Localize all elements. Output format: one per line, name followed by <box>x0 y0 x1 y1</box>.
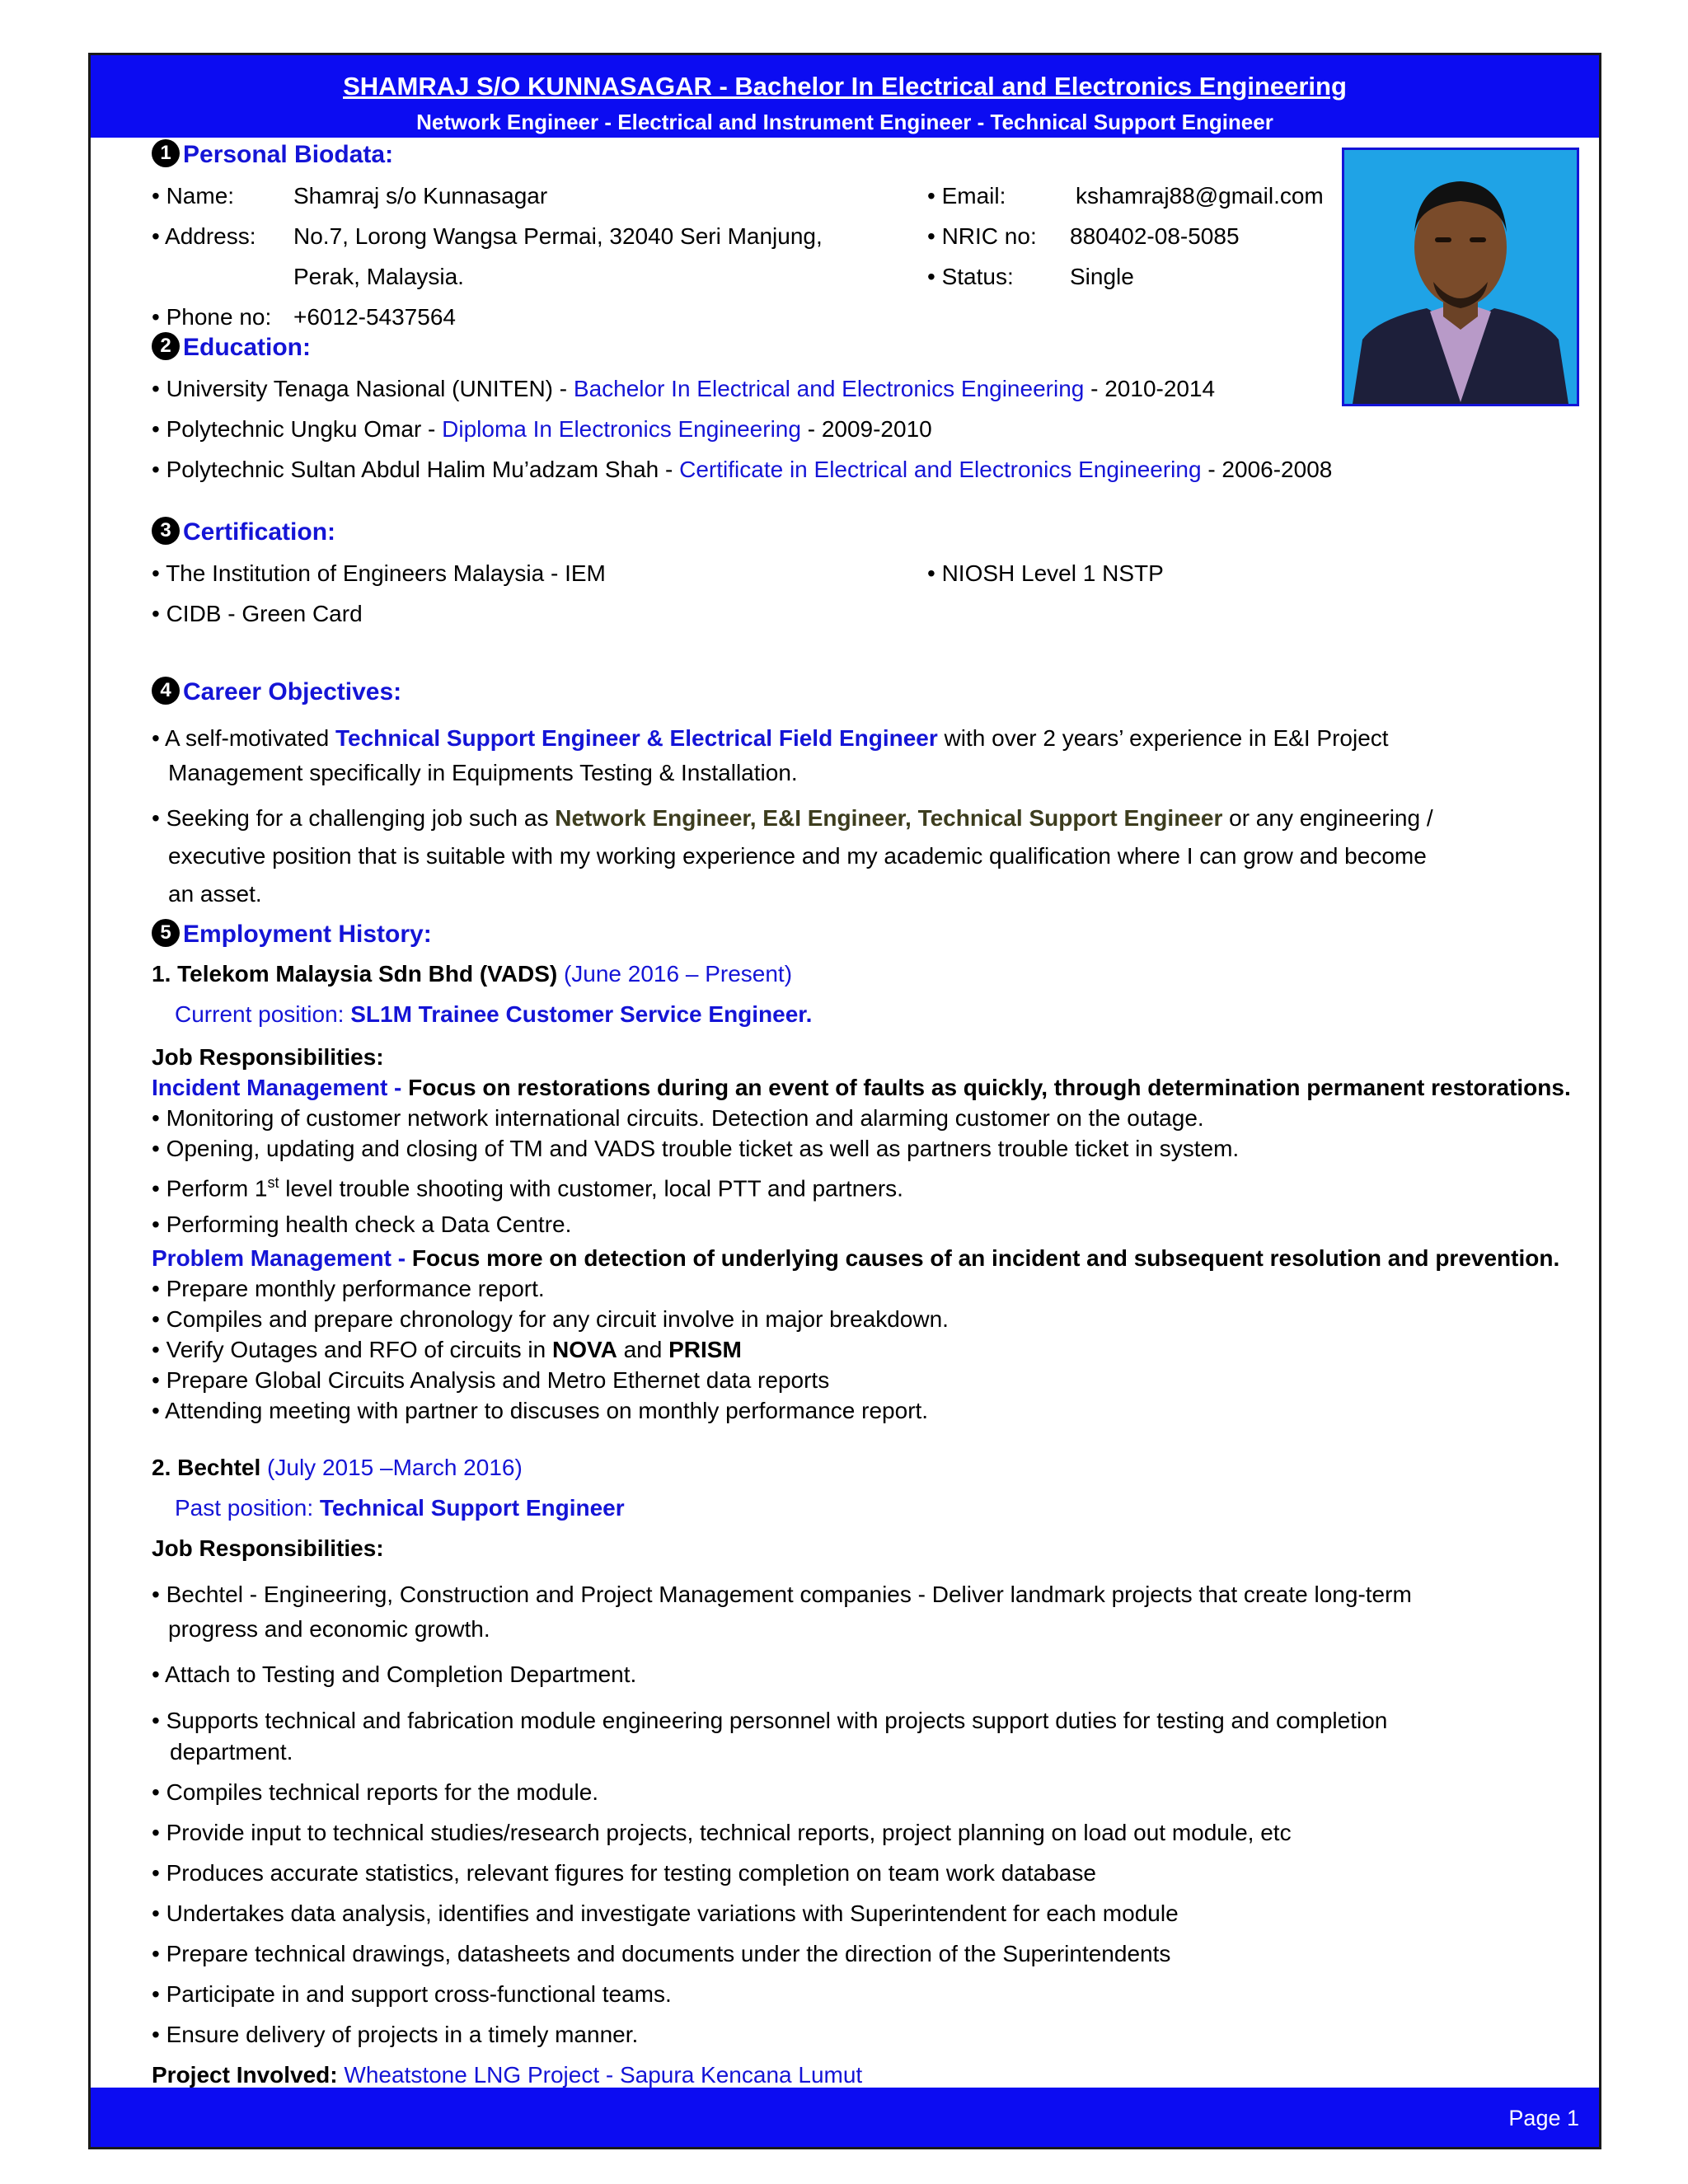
list-item: • Compiles and prepare chronology for any circuit involve in major breakdown. <box>152 1306 949 1332</box>
text: or any engineering / <box>1222 805 1433 831</box>
list-item: • Participate in and support cross-functional teams. <box>152 1981 672 2007</box>
list-item: • Performing health check a Data Centre. <box>152 1212 572 1237</box>
section-certification <box>152 518 335 547</box>
number-badge: 3 <box>152 517 180 545</box>
status-value: Single <box>1070 264 1134 289</box>
phone-value: +6012-5437564 <box>293 304 456 330</box>
nric-value: 880402-08-5085 <box>1070 223 1240 249</box>
text: • Verify Outages and RFO of circuits in <box>152 1337 552 1362</box>
job-1-position <box>175 1001 812 1029</box>
text: • A self-motivated <box>152 725 336 751</box>
section-title: Certification: <box>183 518 336 546</box>
certification-item: • The Institution of Engineers Malaysia - IEM <box>152 560 606 586</box>
job-period: (June 2016 – Present) <box>557 961 793 987</box>
incident-management-heading <box>152 1074 1571 1102</box>
school-name: • Polytechnic Ungku Omar - <box>152 416 443 442</box>
list-item: • Produces accurate statistics, relevant figures for testing completion on team work database <box>152 1860 1096 1886</box>
years: - 2009-2010 <box>800 416 932 442</box>
incident-desc: Focus on restorations during an event of faults as quickly, through determination permanent restorations. <box>408 1075 1571 1100</box>
section-title: Career Objectives: <box>183 678 402 705</box>
list-item: • Prepare Global Circuits Analysis and Metro Ethernet data reports <box>152 1367 830 1393</box>
problem-label: Problem Management - <box>152 1245 412 1271</box>
position-title: Technical Support Engineer <box>319 1495 625 1521</box>
objective-2-line-1 <box>152 804 1433 832</box>
name-value: Shamraj s/o Kunnasagar <box>293 183 548 209</box>
company-name: 1. Telekom Malaysia Sdn Bhd (VADS) <box>152 961 558 987</box>
list-item: • Prepare monthly performance report. <box>152 1276 545 1301</box>
list-item: • Opening, updating and closing of TM and VADS trouble ticket as well as partners trouble ticket in system. <box>152 1136 1240 1161</box>
job-period: (July 2015 –March 2016) <box>260 1455 523 1480</box>
position-label: Past position: <box>175 1495 320 1521</box>
job-1-responsibilities-label: Job Responsibilities: <box>152 1044 384 1070</box>
education-item <box>152 375 1215 403</box>
highlight-role: Technical Support Engineer & Electrical Field Engineer <box>335 725 938 751</box>
years: - 2006-2008 <box>1201 457 1333 482</box>
section-education <box>152 334 311 363</box>
page-number: Page 1 <box>1508 2106 1579 2130</box>
position-label: Current position: <box>175 1001 351 1027</box>
list-item: • Ensure delivery of projects in a timely manner. <box>152 2022 639 2047</box>
objective-2-line-2: executive position that is suitable with my working experience and my academic qualification where I can grow and become <box>168 843 1427 869</box>
name-label: • Name: <box>152 183 235 209</box>
course-name: Diploma In Electronics Engineering <box>442 416 801 442</box>
person-photo-icon <box>1344 150 1577 404</box>
course-name: Bachelor In Electrical and Electronics Engineering <box>573 376 1085 401</box>
certification-item: • NIOSH Level 1 NSTP <box>927 560 1164 586</box>
education-item <box>152 456 1332 484</box>
objective-2-line-3: an asset. <box>168 881 262 907</box>
job-2-heading <box>152 1454 523 1482</box>
certification-item: • CIDB - Green Card <box>152 601 363 626</box>
incident-label: Incident Management - <box>152 1075 409 1100</box>
position-title: SL1M Trainee Customer Service Engineer. <box>350 1001 813 1027</box>
number-badge: 5 <box>152 919 180 947</box>
project-label: Project Involved: <box>152 2062 345 2088</box>
list-item: • Provide input to technical studies/research projects, technical reports, project planning on load out module, etc <box>152 1820 1292 1845</box>
company-name: 2. Bechtel <box>152 1455 261 1480</box>
email-label: • Email: <box>927 183 1006 209</box>
education-item <box>152 415 932 443</box>
list-item: • Attach to Testing and Completion Department. <box>152 1661 637 1687</box>
address-line-2: Perak, Malaysia. <box>293 264 464 289</box>
system-nova: NOVA <box>552 1337 617 1362</box>
resume-page <box>88 53 1601 2149</box>
section-title: Personal Biodata: <box>183 141 394 168</box>
list-item: • Undertakes data analysis, identifies and investigate variations with Superintendent for each module <box>152 1900 1179 1926</box>
list-item: • Supports technical and fabrication module engineering personnel with projects support duties for testing and completion <box>152 1708 1388 1733</box>
section-personal-biodata <box>152 141 393 170</box>
list-item: • Prepare technical drawings, datasheets and documents under the direction of the Superintendents <box>152 1941 1171 1966</box>
number-badge: 1 <box>152 139 180 167</box>
text: and <box>617 1337 669 1362</box>
section-employment-history <box>152 921 432 949</box>
text: • Perform 1 <box>152 1175 268 1202</box>
job-1-heading <box>152 960 792 988</box>
address-label: • Address: <box>152 223 256 249</box>
resume-subtitle: Network Engineer - Electrical and Instrument Engineer - Technical Support Engineer <box>416 110 1273 134</box>
years: - 2010-2014 <box>1084 376 1216 401</box>
profile-photo <box>1342 148 1579 406</box>
list-item <box>152 1169 903 1202</box>
text: with over 2 years’ experience in E&I Project <box>937 725 1389 751</box>
school-name: • University Tenaga Nasional (UNITEN) - <box>152 376 574 401</box>
list-item-continued: progress and economic growth. <box>168 1616 490 1642</box>
project-name: Wheatstone LNG Project - Sapura Kencana Lumut <box>344 2062 863 2088</box>
email-value: kshamraj88@gmail.com <box>1076 183 1324 209</box>
list-item: • Compiles technical reports for the module. <box>152 1779 599 1805</box>
resume-title: SHAMRAJ S/O KUNNASAGAR - Bachelor In Electrical and Electronics Engineering <box>343 72 1347 101</box>
system-prism: PRISM <box>668 1337 742 1362</box>
status-label: • Status: <box>927 264 1014 289</box>
section-title: Education: <box>183 334 311 361</box>
number-badge: 4 <box>152 677 180 705</box>
objective-1-line-1 <box>152 724 1389 752</box>
job-2-responsibilities-label: Job Responsibilities: <box>152 1535 384 1561</box>
job-2-position <box>175 1494 625 1522</box>
list-item: • Attending meeting with partner to discuses on monthly performance report. <box>152 1398 929 1423</box>
address-line-1: No.7, Lorong Wangsa Permai, 32040 Seri Manjung, <box>293 223 823 249</box>
footer-bar <box>91 2088 1599 2147</box>
header-bar <box>91 55 1599 138</box>
number-badge: 2 <box>152 332 180 360</box>
school-name: • Polytechnic Sultan Abdul Halim Mu’adzam Shah - <box>152 457 680 482</box>
objective-1-line-2: Management specifically in Equipments Testing & Installation. <box>168 760 798 785</box>
list-item: • Monitoring of customer network international circuits. Detection and alarming customer on the outage. <box>152 1105 1204 1131</box>
course-name: Certificate in Electrical and Electronics Engineering <box>679 457 1202 482</box>
list-item-continued: department. <box>170 1739 293 1765</box>
text: • Seeking for a challenging job such as <box>152 805 556 831</box>
list-item: • Bechtel - Engineering, Construction and Project Management companies - Deliver landmark projects that create long-term <box>152 1582 1412 1607</box>
section-title: Employment History: <box>183 921 432 948</box>
problem-management-heading <box>152 1244 1559 1272</box>
superscript: st <box>267 1174 279 1191</box>
phone-label: • Phone no: <box>152 304 272 330</box>
nric-label: • NRIC no: <box>927 223 1037 249</box>
project-involved <box>152 2061 862 2089</box>
highlight-roles: Network Engineer, E&I Engineer, Technical Support Engineer <box>555 805 1223 831</box>
problem-desc: Focus more on detection of underlying causes of an incident and subsequent resolution and prevention. <box>411 1245 1560 1271</box>
text: level trouble shooting with customer, local PTT and partners. <box>279 1175 903 1202</box>
list-item <box>152 1336 742 1364</box>
section-career-objectives <box>152 678 401 707</box>
